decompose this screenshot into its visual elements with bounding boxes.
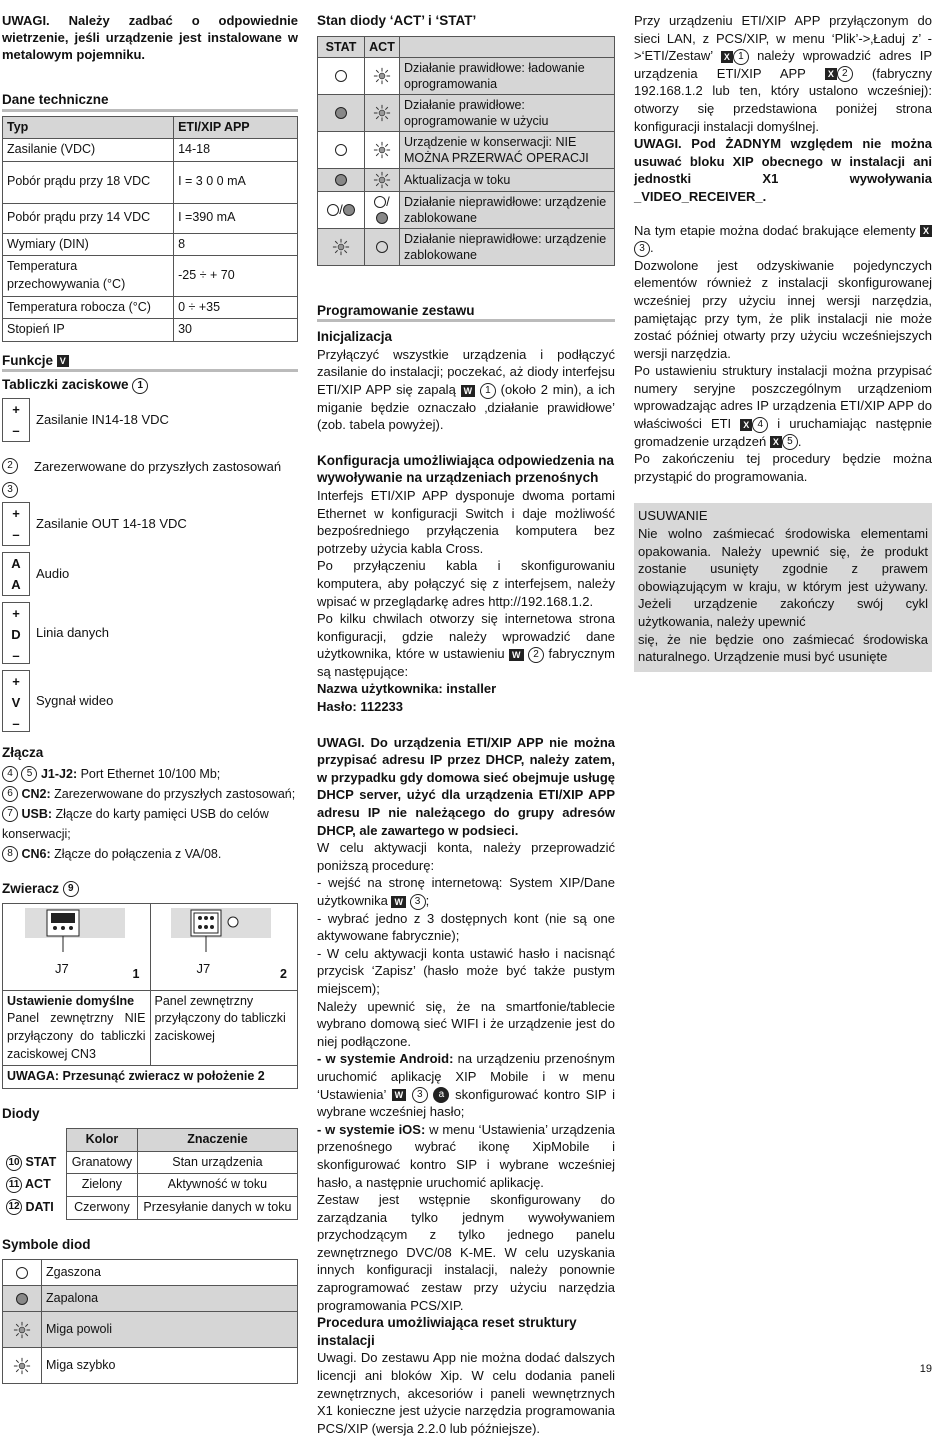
zestaw-paragraph: Zestaw jest wstępnie skonfigurowany do zarządzania tylko jednym wywoływaniem przychodzącym z tylko jednego panelu zewnętrznego DVC/08 K-ME. W celu uzyskania innych konfiguracji instalacji, należy ponownie zaprogramować zestaw przy użyciu narzędzia programowania PCS/XIP. [317,1192,615,1313]
android-label: - w systemie Android: [317,1051,454,1067]
on-dot-icon [318,94,365,131]
zw-default-label: Ustawienie domyślne [7,993,135,1008]
page-number: 19 [919,1363,932,1375]
zwieracz-table [2,903,298,1089]
terminal-label: Zarezerwowane do przyszłych zastosowań [34,458,282,474]
callout-circle: 3 [634,241,650,257]
stan-head-act: ACT [365,36,400,57]
akt-step-1: - wejść na stronę internetową: System XIP/Dane użytkownika W 3 ; [317,875,615,908]
zwieracz-label: Zwieracz [2,880,60,896]
terminal-label: Audio [36,566,70,582]
off-dot-icon [3,1260,42,1286]
tech-cell: Wymiary (DIN) [3,233,174,256]
akt-step-3: - W celu aktywacji konta ustawić hasło i nacisnąć przycisk ‘Zapisz’ (hasło może być także pustym miejscem); [317,945,615,996]
c3-p3: Dozwolone jest odzyskiwanie pojedynczych elementów również z instalacji skonfigurowanej wcześniej przy użyciu innej wersji narzędzia, pamiętając przy tym, że plik instalacji nie może zostać później otwarty przy użyciu wcześniejszych wersji narzędzia. [634,257,932,361]
terminal-symbol [2,398,30,442]
position-1-label: 1 [132,967,140,982]
tech-cell: I =390 mA [174,203,298,233]
diody-table [2,1128,298,1219]
c3-p1-text: Przy urządzeniu ETI/XIP APP przyłączonym do sieci LAN, z PCS/XIP, w menu ‘Plik’->‚Ładuj z’ ->‘ETI/Zestaw’ [634,13,932,64]
terminal-sym: V [11,694,21,710]
c3-p1c: (fabryczny 192.168.1.2 lub ten, który ustalono wcześniej): otworzy się przedstawiona poniżej strona konfiguracji instalacji domyślnej. [634,65,932,134]
android-step [317,1050,615,1120]
off-dot-icon [365,228,400,265]
stan-desc: Działanie prawidłowe: oprogramowanie w użyciu [400,94,615,131]
on-dot-icon [3,1286,42,1312]
tech-cell: Pobór prądu przy 14 VDC [3,203,174,233]
zlacza-item [2,804,298,844]
usuwanie-title: USUWANIE [638,508,708,524]
zlacza-list [2,764,298,864]
konf-p3a: Po kilku chwilach otworzy się internetowa strona konfiguracji, gdzie należy wprowadzić dane użytkownika, które w ustawieniu [317,611,615,662]
jumper-diagram-2 [151,904,297,984]
terminal-sym: + [12,505,20,521]
callout-circle: 7 [2,806,18,822]
stan-desc: Urządzenie w konserwacji: NIE MOŻNA PRZERWAĆ OPERACJI [400,131,615,168]
symbol-label: Zapalona [42,1286,298,1312]
terminal-sym: D [11,626,21,642]
callout-circle: 2 [2,458,18,474]
reset-paragraph: Uwagi. Do zestawu App nie można dodać dalszych licencji ani bloków Xip. W celu dodania paneli zewnętrznych, akcesoriów i paneli wewnętrznych X1 konieczne jest użycie narzędzia programowania PCS/XIP (wersja 2.2.0 lub późniejsze). [317,1350,615,1436]
off-dot-icon [318,57,365,94]
dhcp-note: UWAGI. Do urządzenia ETI/XIP APP nie można przypisać adresu IP przez DHCP, należy zatem, w przypadku gdy domowa sieć obejmuje usługę DHCP server, użyć dla urządzenia ETI/XIP APP adresu IP nie należącego do grupy adresów DHCP, ale zawartego w podsieci. [317,734,615,838]
jumper-pos2 [150,904,298,991]
terminal-sym: A [11,576,21,592]
tech-cell: 8 [174,233,298,256]
zw-right-text: Panel zewnętrzny przyłączony do tabliczki zaciskowej [150,990,298,1065]
diody-title: Diody [2,1105,40,1121]
zlacza-text: Złącze do karty pamięci USB do celów konserwacji; [2,806,269,841]
zlacza-text: Port Ethernet 10/100 Mb; [77,766,221,781]
blink-slow-icon [3,1312,42,1348]
ios-label: - w systemie iOS: [317,1121,426,1137]
w-badge: W [461,385,476,397]
diode-name: STAT [25,1154,57,1169]
tech-cell: Zasilanie (VDC) [3,139,174,162]
j7-label-2: J7 [196,961,211,977]
c3-p4-text: Po ustawieniu struktury instalacji można przypisać numery seryjne poszczególnym urządzeniom wprowadzając adres IP urządzenia ETI/XIP APP do właściwości ETI [634,363,932,432]
init-text [317,346,615,434]
c3-p5: Po zakończeniu tej procedury będzie można przystąpić do programowania. [634,451,932,484]
diode-color: Zielony [67,1174,138,1197]
tech-head-model: ETI/XIP APP [174,116,298,139]
funkcje-label: Funkcje [2,352,54,368]
terminal-symbol [2,552,30,596]
init-title: Inicjalizacja [317,329,393,345]
callout-circle: 6 [2,786,18,802]
jumper-diagram-1 [3,904,149,984]
tech-cell: 0 ÷ +35 [174,296,298,319]
terminal-label: Zasilanie OUT 14-18 VDC [36,516,187,532]
on-dot-icon [318,168,365,191]
diody-head-color: Kolor [67,1129,138,1152]
zwieracz-title [2,880,298,898]
callout-circle-a: a [433,1087,449,1103]
c3-p2: Na tym etapie można dodać brakujące elementy X3 . [634,222,932,257]
w-badge: W [509,649,524,661]
callout-circle: 5 [21,766,37,782]
blink-icon [365,131,400,168]
dot-pair-icon: / [365,191,400,228]
funkcje-badge: V [57,355,69,367]
zlacza-text: Zarezerwowane do przyszłych zastosowań; [50,786,296,801]
zlacza-title: Złącza [2,744,44,760]
callout-circle: 2 [837,66,853,82]
symbole-title: Symbole diod [2,1236,91,1252]
stan-head-blank [400,36,615,57]
x-badge: X [740,419,752,431]
diode-label [2,1197,67,1220]
terminal-sym: + [12,605,20,621]
tech-cell: 30 [174,319,298,342]
symbole-table [2,1259,298,1384]
symbol-label: Zgaszona [42,1260,298,1286]
c3-p1 [634,12,932,135]
x-badge: X [770,436,782,448]
terminal-row [2,602,298,664]
android-text: na urządzeniu przenośnym uruchomić aplikację XIP Mobile i w menu ‘Ustawienia’ [317,1051,615,1102]
prog-title: Programowanie zestawu [317,302,615,323]
zlacza-item [2,764,298,784]
diode-color: Czerwony [67,1197,138,1220]
zlacza-key: CN6: [21,846,51,861]
password: Hasło: 112233 [317,699,404,715]
android-text-2: skonfigurować kontro SIP i wybrane wcześniej hasło; [317,1086,615,1120]
callout-circle: 12 [6,1199,22,1215]
init-text-a: Przyłączyć wszystkie urządzenia i podłączyć zasilanie do instalacji; poczekać, aż diody interfejsu ETI/XIP APP się zapalą [317,346,615,397]
callout-circle: 3 [412,1087,428,1103]
terminal-sym: – [12,715,20,731]
w-badge: W [392,1089,407,1101]
callout-circle: 5 [782,434,798,450]
blink-icon [365,57,400,94]
callout-circle: 3 [2,482,18,498]
off-dot-icon [318,131,365,168]
dot-pair-icon: / [318,191,365,228]
blink-icon [365,94,400,131]
terminal-row [2,670,298,732]
diode-meaning: Przesyłanie danych w toku [137,1197,297,1220]
blink-icon [318,228,365,265]
terminal-symbol [2,502,30,546]
terminal-symbol [2,458,28,498]
tech-cell: I = 3 0 0 mA [174,161,298,203]
terminal-label: Sygnał wideo [36,693,114,709]
tech-cell: Temperatura przechowywania (°C) [3,256,174,296]
c3-p1b: należy wprowadzić adres IP urządzenia ETI/XIP APP [634,48,932,81]
diody-head-meaning: Znaczenie [137,1129,297,1152]
stan-desc: Działanie prawidłowe: ładowanie oprogramowania [400,57,615,94]
column-right [634,12,932,672]
symbol-label: Miga powoli [42,1312,298,1348]
symbol-label: Miga szybko [42,1348,298,1384]
usuwanie-text-2: się, że nie będzie ono zaśmiecać środowiska naturalnego. Urządzenie musi być usunięte [638,631,928,665]
zlacza-text: Złącze do połączenia z VA/08. [50,846,222,861]
tech-cell: Stopień IP [3,319,174,342]
zlacza-item [2,784,298,804]
usuwanie-box [634,503,932,671]
terminal-sym: – [12,422,20,438]
zlacza-key: CN2: [21,786,51,801]
stan-desc: Działanie nieprawidłowe: urządzenie zablokowane [400,228,615,265]
konf-p3 [317,610,615,680]
callout-circle: 11 [6,1177,22,1193]
callout-circle: 9 [63,881,79,897]
callout-circle: 2 [528,647,544,663]
column-left [2,12,298,1384]
ios-text: w menu ‘Ustawienia’ urządzenia przenośnego wybrać ikonę XipMobile i skonfigurować kontro SIP i wybrane wcześniej hasło, a następnie uruchomić aplikację. [317,1121,615,1190]
zlacza-key: J1-J2: [40,766,78,781]
diode-label [2,1151,67,1174]
stan-desc: Działanie nieprawidłowe: urządzenie zablokowane [400,191,615,228]
callout-circle: 1 [480,383,496,399]
c3-warning: UWAGI. Pod ŻADNYM względem nie można usuwać bloku XIP obecnego w instalacji ani jednostki X1 wywoływania _VIDEO_RECEIVER_. [634,136,932,204]
callout-circle: 10 [6,1155,22,1171]
c3-p4b: i uruchamiając następnie gromadzenie urządzeń [634,416,932,449]
zw-left-cell [3,990,151,1065]
terminal-row [2,398,298,442]
reset-title: Procedura umożliwiająca reset struktury instalacji [317,1315,577,1348]
callout-circle: 8 [2,846,18,862]
tech-title: Dane techniczne [2,91,298,112]
akt-step-1-text: - wejść na stronę internetową: System XIP/Dane użytkownika [317,875,615,908]
c3-p4: Po ustawieniu struktury instalacji można przypisać numery seryjne poszczególnym urządzeniom wprowadzając adres IP urządzenia ETI/XIP APP do właściwości ETI X 4 i uruchamiając następnie gromadzenie urządzeń X 5 . [634,363,932,449]
terminal-symbol [2,602,30,664]
zlacza-key: USB: [21,806,53,821]
konf-title: Konfiguracja umożliwiająca odpowiedzenia na wywoływanie na urządzeniach przenośnych [317,452,615,486]
diode-meaning: Stan urządzenia [137,1151,297,1174]
terminal-sym: + [12,673,20,689]
stan-table [317,36,615,266]
funkcje-title [2,352,298,373]
tech-head-type: Typ [3,116,174,139]
tabliczki-title [2,376,298,394]
terminal-row [2,458,298,498]
terminal-label: Zasilanie IN14-18 VDC [36,412,169,428]
zw-note: UWAGA: Przesunąć zwieracz w położenie 2 [3,1066,298,1089]
diode-name: DATI [25,1199,54,1214]
tech-cell: Temperatura robocza (°C) [3,296,174,319]
username: Nazwa użytkownika: installer [317,681,497,697]
terminal-row [2,502,298,546]
column-middle [317,12,615,1437]
position-2-label: 2 [280,967,287,982]
jumper-pos1 [3,904,151,991]
konf-p1: Interfejs ETI/XIP APP dysponuje dwoma portami Ethernet w konfiguracji Switch i daje możliwość bezpośredniego przyłączenia komputera bez potrzeby użycia kabla Cross. [317,487,615,556]
terminal-row [2,552,298,596]
diode-color: Granatowy [67,1151,138,1174]
usuwanie-text: Nie wolno zaśmiecać środowiska elementami opakowania. Należy upewnić się, że produkt zostanie usunięty zgodnie z prawem obowiązującym w kraju, w którym jest używany. Jeżeli urządzenie zakończy swój cykl użytkowania, należy upewnić [638,526,928,629]
tech-cell: Pobór prądu przy 18 VDC [3,161,174,203]
callout-circle: 1 [132,378,148,394]
tech-table [2,116,298,342]
stan-title: Stan diody ‘ACT’ i ‘STAT’ [317,13,477,28]
c3-p2-text: Na tym etapie można dodać brakujące elementy [634,222,916,238]
akt-step-2: - wybrać jedno z 3 dostępnych kont (nie są one aktywowane fabrycznie); [317,910,615,944]
intro-note: UWAGI. Należy zadbać o odpowiednie wietrzenie, jeśli urządzenie jest instalowane w metalowym pojemniku. [2,13,298,62]
blink-fast-icon [3,1348,42,1384]
akt-intro: W celu aktywacji konta, należy przeprowadzić poniższą procedurę: [317,840,615,873]
callout-circle: 4 [2,766,18,782]
diode-name: ACT [25,1177,51,1192]
terminal-symbol [2,670,30,732]
x-badge: X [920,225,932,237]
stan-desc: Aktualizacja w toku [400,168,615,191]
konf-p3b: fabrycznym są następujące: [317,646,615,679]
ios-step [317,1121,615,1191]
tech-cell: 14-18 [174,139,298,162]
akt-step-4: Należy upewnić się, że na smartfonie/tablecie wybrano domową sieć WIFI i że urządzenie jest do niej podłączone. [317,998,615,1049]
zw-left-text: Panel zewnętrzny NIE przyłączony do tabliczki zaciskowej CN3 [7,1011,146,1061]
zlacza-item [2,844,298,864]
callout-circle: 4 [752,417,768,433]
terminal-sym: – [12,647,20,663]
blink-icon [365,168,400,191]
konf-p2: Po przyłączeniu kabla i skonfigurowaniu komputera, aby połączyć się z interfejsem, należy wpisać w przeglądarkę adres http://192.168.1.2. [317,558,615,609]
stan-head-stat: STAT [318,36,365,57]
diode-meaning: Aktywność w toku [137,1174,297,1197]
terminal-label: Linia danych [36,625,109,641]
tabliczki-label: Tabliczki zaciskowe [2,377,129,393]
w-badge: W [391,896,406,908]
callout-circle: 3 [410,894,426,910]
x-badge: X [721,51,733,63]
j7-label-1: J7 [55,961,69,977]
init-text-b: (około 2 min), a ich miganie będzie oznaczało ‚działanie prawidłowe’ (zob. tabela powyżej). [317,381,615,433]
terminal-sym: – [12,526,20,542]
terminal-sym: A [11,555,21,571]
terminal-sym: + [12,401,20,417]
callout-circle: 1 [733,49,749,65]
x-badge: X [825,68,837,80]
diode-label [2,1174,67,1197]
tech-cell: -25 ÷ + 70 [174,256,298,296]
